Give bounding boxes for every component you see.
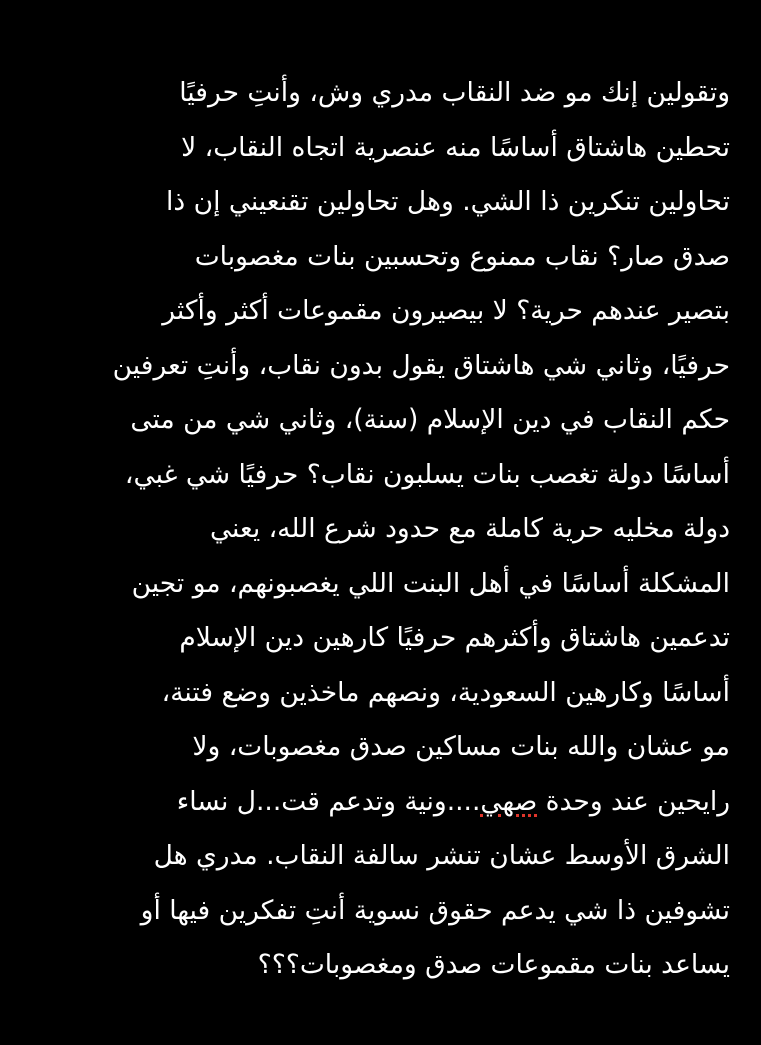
text-line-12: أساسًا وكارهين السعودية، ونصهم ماخذين وضع فتنة،	[161, 676, 730, 708]
text-line-14-start: رايحين عند وحدة	[537, 785, 730, 817]
text-line-16: تشوفين ذا شي يدعم حقوق نسوية أنتِ تفكرين فيها أو	[140, 894, 730, 926]
text-line-2: تحطين هاشتاق أساسًا منه عنصرية اتجاه النقاب، لا	[181, 131, 730, 163]
text-line-7: حكم النقاب في دين الإسلام (سنة)، وثاني شي من متى	[130, 404, 730, 435]
text-line-6: حرفيًا، وثاني شي هاشتاق يقول بدون نقاب، وأنتِ تعرفين	[112, 349, 730, 381]
text-line-3: تحاولين تنكرين ذا الشي. وهل تحاولين تقنعيني إن ذا	[166, 186, 730, 217]
text-line-15: الشرق الأوسط عشان تنشر سالفة النقاب. مدري هل	[153, 840, 730, 871]
text-line-14	[14, 775, 730, 830]
text-line-5: بتصير عندهم حرية؟ لا بيصيرون مقموعات أكثر وأكثر	[162, 295, 730, 326]
text-line-4: صدق صار؟ نقاب ممنوع وتحسبين بنات مغصوبات	[194, 240, 730, 272]
text-line-1: وتقولين إنك مو ضد النقاب مدري وش، وأنتِ حرفيًا	[179, 77, 730, 108]
text-line-8: أساسًا دولة تغصب بنات يسلبون نقاب؟ حرفيًا شي غبي،	[124, 458, 730, 490]
text-line-9: دولة مخليه حرية كاملة مع حدود شرع الله، يعني	[209, 513, 730, 544]
text-line-11: تدعمين هاشتاق وأكثرهم حرفيًا كارهين دين الإسلام	[179, 622, 730, 653]
text-line-10: المشكلة أساسًا في أهل البنت اللي يغصبونهم، مو تجين	[131, 567, 730, 599]
text-line-14-end: ....ونية وتدعم قت...ل نساء	[176, 785, 481, 817]
misspelled-word[interactable]: صهي	[480, 785, 538, 817]
text-line-13: مو عشان والله بنات مساكين صدق مغصوبات، ولا	[192, 731, 730, 762]
text-body	[14, 66, 730, 993]
text-line-17: يساعد بنات مقموعات صدق ومغصوبات؟؟؟	[257, 949, 730, 980]
